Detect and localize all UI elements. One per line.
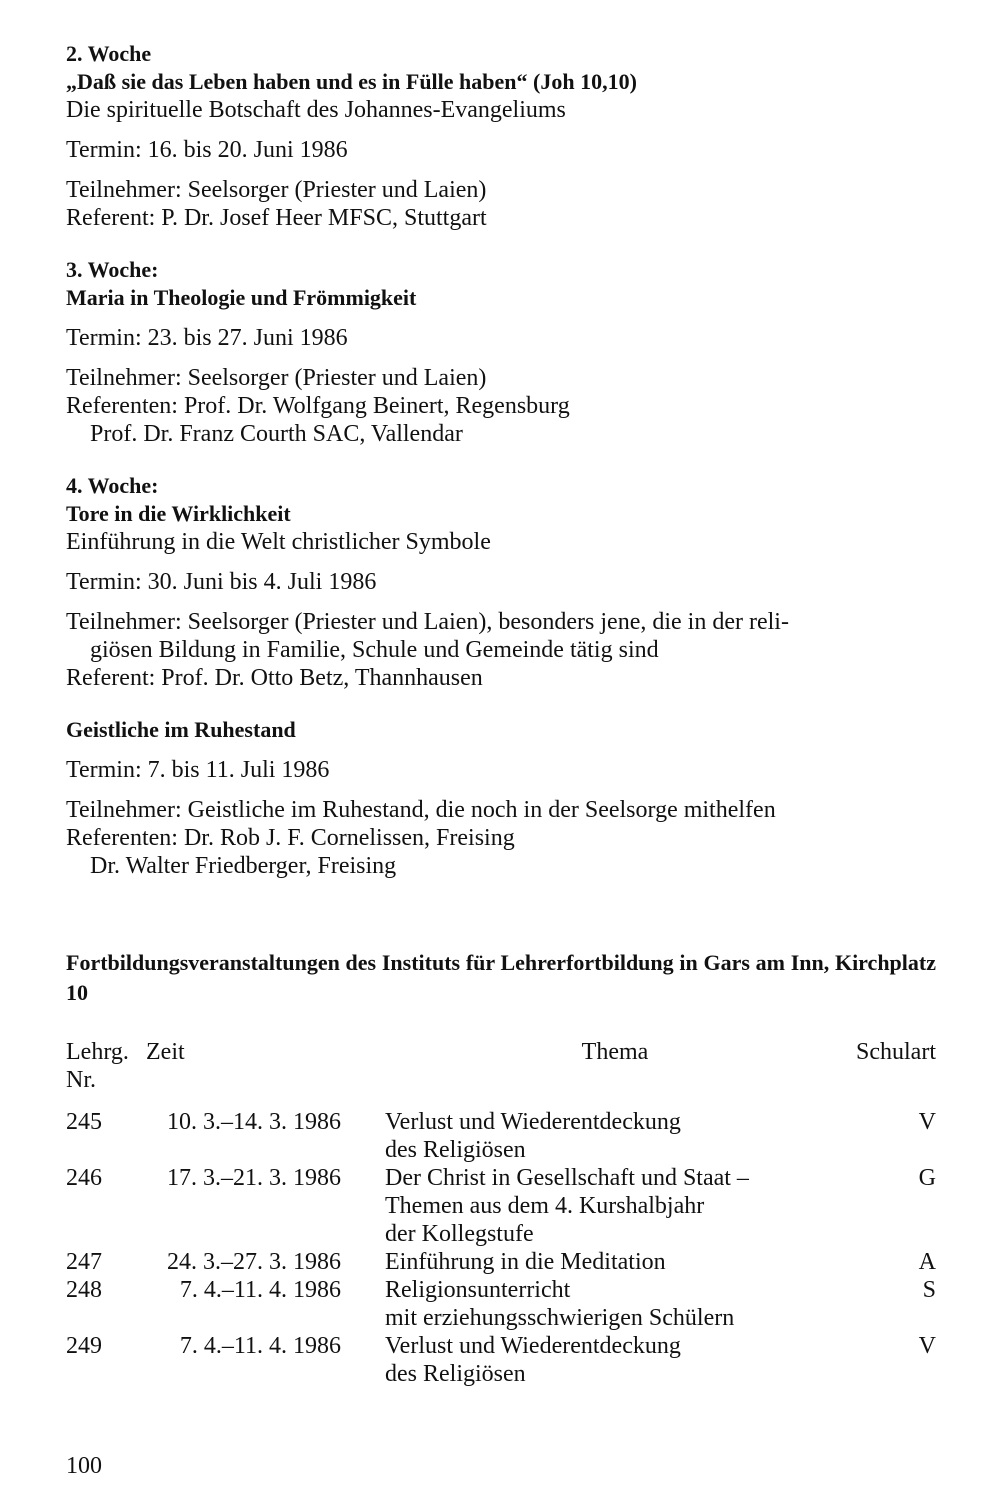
course-thema: [385, 1248, 845, 1276]
course-thema: [385, 1276, 845, 1332]
course-thema: [385, 1164, 845, 1248]
course-schulart: S: [922, 1277, 936, 1303]
course-thema-line: der Kollegstufe: [385, 1221, 534, 1247]
course-nr: 246: [66, 1165, 102, 1191]
table-row: [66, 1248, 936, 1276]
course-thema-line: Verlust und Wiederentdeckung: [385, 1109, 681, 1135]
course-zeit: 7. 4.–11. 4. 1986: [179, 1333, 341, 1359]
termin: Termin: 7. bis 11. Juli 1986: [66, 757, 330, 783]
table-header-row: [66, 1038, 936, 1108]
section-week-2: [66, 40, 936, 232]
course-thema-line: des Religiösen: [385, 1137, 526, 1163]
section-title: „Daß sie das Leben haben und es in Fülle haben“ (Joh 10,10): [66, 69, 637, 94]
document-page: [66, 40, 936, 1388]
course-thema-line: Verlust und Wiederentdeckung: [385, 1333, 681, 1359]
course-thema-line: Themen aus dem 4. Kurshalbjahr: [385, 1193, 705, 1219]
header-thema: Thema: [581, 1039, 649, 1065]
table-row: [66, 1164, 936, 1248]
termin: Termin: 16. bis 20. Juni 1986: [66, 137, 348, 163]
section-title: Tore in die Wirklichkeit: [66, 501, 291, 526]
course-zeit: 10. 3.–14. 3. 1986: [167, 1109, 341, 1135]
referent-second: Dr. Walter Friedberger, Freising: [90, 853, 397, 879]
section-subtitle: Die spirituelle Botschaft des Johannes-Evangeliums: [66, 97, 566, 123]
table-row: [66, 1332, 936, 1388]
page-number: 100: [66, 1453, 102, 1479]
section-title: Geistliche im Ruhestand: [66, 717, 296, 742]
referent: Referenten: Dr. Rob J. F. Cornelissen, Freising: [66, 825, 515, 851]
course-table: [66, 1038, 936, 1388]
course-thema-line: des Religiösen: [385, 1361, 526, 1387]
course-schulart: A: [918, 1249, 936, 1275]
course-thema-line: mit erziehungsschwierigen Schülern: [385, 1305, 735, 1331]
course-thema-line: Der Christ in Gesellschaft und Staat –: [385, 1165, 749, 1191]
termin: Termin: 30. Juni bis 4. Juli 1986: [66, 569, 377, 595]
course-schulart: G: [918, 1165, 936, 1191]
section-title: Maria in Theologie und Frömmigkeit: [66, 285, 417, 310]
course-nr: 248: [66, 1277, 102, 1303]
course-thema-line: Religionsunterricht: [385, 1277, 571, 1303]
course-thema-line: Einführung in die Meditation: [385, 1249, 666, 1275]
header-schulart: Schulart: [856, 1039, 936, 1065]
course-schulart: V: [918, 1109, 936, 1135]
teilnehmer: Teilnehmer: Seelsorger (Priester und Laien): [66, 365, 487, 391]
section-subtitle: Einführung in die Welt christlicher Symbole: [66, 529, 491, 555]
referent: Referenten: Prof. Dr. Wolfgang Beinert, Regensburg: [66, 393, 570, 419]
teilnehmer: Teilnehmer: Seelsorger (Priester und Laien): [66, 177, 487, 203]
section-heading: 3. Woche:: [66, 257, 159, 282]
institute-heading: Fortbildungsveranstaltungen des Instituts für Lehrerfortbildung in Gars am Inn, Kirchplatz 10: [66, 950, 936, 1005]
course-nr: 245: [66, 1109, 102, 1135]
teilnehmer-continuation: giösen Bildung in Familie, Schule und Gemeinde tätig sind: [90, 637, 659, 663]
section-week-4: [66, 472, 936, 692]
referent: Referent: P. Dr. Josef Heer MFSC, Stuttgart: [66, 205, 487, 231]
termin: Termin: 23. bis 27. Juni 1986: [66, 325, 348, 351]
header-zeit: Zeit: [146, 1039, 185, 1065]
table-row: [66, 1108, 936, 1164]
course-zeit: 17. 3.–21. 3. 1986: [167, 1165, 341, 1191]
course-thema: [385, 1332, 845, 1388]
section-week-3: [66, 256, 936, 448]
referent-second: Prof. Dr. Franz Courth SAC, Vallendar: [90, 421, 463, 447]
section-ruhestand: [66, 716, 936, 880]
table-row: [66, 1276, 936, 1332]
course-schulart: V: [918, 1333, 936, 1359]
header-nr: Lehrg. Nr.: [66, 1039, 129, 1093]
course-thema: [385, 1108, 845, 1164]
course-zeit: 7. 4.–11. 4. 1986: [179, 1277, 341, 1303]
course-nr: 247: [66, 1249, 102, 1275]
course-zeit: 24. 3.–27. 3. 1986: [167, 1249, 341, 1275]
course-nr: 249: [66, 1333, 102, 1359]
teilnehmer: Teilnehmer: Geistliche im Ruhestand, die noch in der Seelsorge mithelfen: [66, 797, 776, 823]
teilnehmer: Teilnehmer: Seelsorger (Priester und Laien), besonders jene, die in der reli-: [66, 609, 789, 635]
referent: Referent: Prof. Dr. Otto Betz, Thannhausen: [66, 665, 483, 691]
section-heading: 4. Woche:: [66, 473, 159, 498]
section-heading: 2. Woche: [66, 41, 152, 66]
